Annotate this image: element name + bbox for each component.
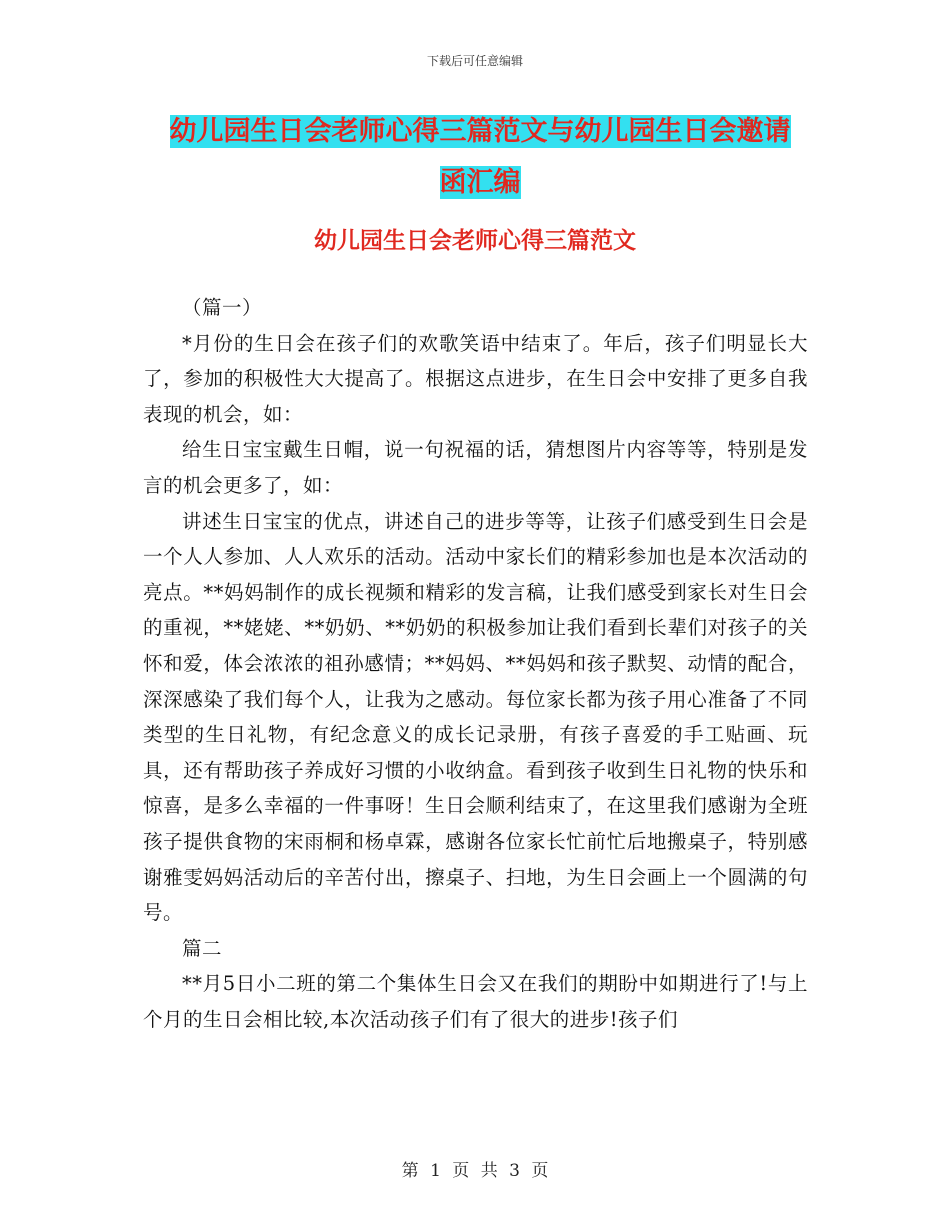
body-text — [143, 290, 808, 1037]
document-title-line-2: 函汇编 — [439, 167, 521, 198]
document-title-line-1: 幼儿园生日会老师心得三篇范文与幼儿园生日会邀请 — [169, 116, 791, 147]
document-title — [140, 106, 820, 208]
paragraph: 讲述生日宝宝的优点，讲述自己的进步等等，让孩子们感受到生日会是一个人人参加、人人欢乐的活动。活动中家长们的精彩参加也是本次活动的亮点。**妈妈制作的成长视频和精彩的发言稿，让我们感受到家长对生日会的重视，**姥姥、**奶奶、**奶奶的积极参加让我们看到长辈们对孩子的关怀和爱，体会浓浓的祖孙感情；**妈妈、**妈妈和孩子默契、动情的配合，深深感染了我们每个人，让我为之感动。每位家长都为孩子用心准备了不同类型的生日礼物，有纪念意义的成长记录册，有孩子喜爱的手工贴画、玩具，还有帮助孩子养成好习惯的小收纳盒。看到孩子收到生日礼物的快乐和惊喜，是多么幸福的一件事呀！生日会顺利结束了，在这里我们感谢为全班孩子提供食物的宋雨桐和杨卓霖，感谢各位家长忙前忙后地搬桌子，特别感谢雅雯妈妈活动后的辛苦付出，擦桌子、扫地，为生日会画上一个圆满的句号。 — [143, 509, 808, 925]
paragraph: （篇一） — [182, 296, 263, 319]
section-title: 幼儿园生日会老师心得三篇范文 — [314, 228, 636, 254]
paragraph: 给生日宝宝戴生日帽，说一句祝福的话，猜想图片内容等等，特别是发言的机会更多了，如： — [143, 438, 808, 497]
page-footer: 第 1 页 共 3 页 — [401, 1161, 549, 1181]
paragraph: **月5日小二班的第二个集体生日会又在我们的期盼中如期进行了!与上个月的生日会相比较,本次活动孩子们有了很大的进步!孩子们 — [143, 972, 808, 1031]
paragraph: 篇二 — [182, 936, 223, 960]
paragraph: *月份的生日会在孩子们的欢歌笑语中结束了。年后，孩子们明显长大了，参加的积极性大大提高了。根据这点进步，在生日会中安排了更多自我表现的机会，如： — [143, 331, 808, 426]
page-header: 下载后可任意编辑 — [426, 54, 523, 68]
